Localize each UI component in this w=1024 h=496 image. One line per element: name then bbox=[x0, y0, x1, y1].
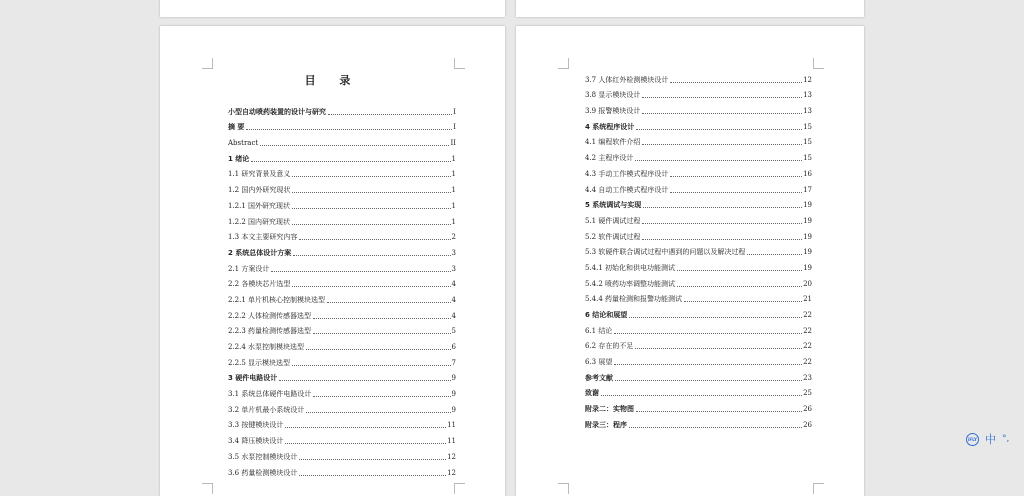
toc-entry[interactable] bbox=[228, 116, 456, 132]
toc-entry[interactable] bbox=[228, 241, 456, 257]
toc-entry-page-number: 15 bbox=[803, 122, 812, 131]
toc-entry-page-number: 15 bbox=[803, 154, 812, 163]
toc-entry-title: 摘 要 bbox=[228, 123, 245, 132]
toc-dot-leader bbox=[670, 176, 802, 177]
toc-entry-title: 2.2 各模块芯片选型 bbox=[228, 280, 291, 289]
toc-dot-leader bbox=[636, 129, 802, 130]
toc-entry[interactable] bbox=[585, 178, 812, 194]
toc-entry-title: 2.2.5 显示模块选型 bbox=[228, 358, 291, 367]
toc-entry[interactable] bbox=[228, 335, 456, 351]
toc-entry-page-number: 13 bbox=[803, 107, 812, 116]
toc-dot-leader bbox=[251, 161, 450, 162]
toc-entry-page-number: 12 bbox=[447, 452, 456, 461]
toc-entry-title: 1.2.1 国外研究现状 bbox=[228, 201, 291, 210]
toc-dot-leader bbox=[643, 207, 802, 208]
toc-entry[interactable] bbox=[228, 367, 456, 383]
toc-entry-title: 4.1 编程软件介绍 bbox=[585, 138, 641, 147]
toc-entry-title: 4.4 自动工作模式程序设计 bbox=[585, 185, 669, 194]
toc-entry-title: 5.1 硬件调试过程 bbox=[585, 216, 641, 225]
toc-entry-page-number: 22 bbox=[803, 342, 812, 351]
toc-entry[interactable] bbox=[228, 147, 456, 163]
toc-entry-page-number: I bbox=[453, 123, 456, 132]
toc-entry[interactable] bbox=[585, 162, 812, 178]
toc-title: 目 录 bbox=[304, 74, 361, 87]
toc-dot-leader bbox=[677, 286, 802, 287]
toc-entry[interactable] bbox=[585, 99, 812, 115]
toc-entry[interactable] bbox=[585, 288, 812, 304]
toc-dot-leader bbox=[292, 208, 450, 209]
toc-dot-leader bbox=[328, 114, 452, 115]
toc-entry[interactable] bbox=[585, 397, 812, 413]
toc-entry-title: 2 系统总体设计方案 bbox=[228, 248, 292, 257]
toc-dot-leader bbox=[614, 333, 802, 334]
toc-entry-page-number: 4 bbox=[451, 295, 456, 304]
toc-dot-leader bbox=[279, 380, 450, 381]
toc-entry[interactable] bbox=[585, 319, 812, 335]
ime-logo-icon[interactable]: iFLY bbox=[966, 433, 979, 446]
toc-entry-page-number: 15 bbox=[803, 138, 812, 147]
toc-entry-page-number: 26 bbox=[803, 420, 812, 429]
toc-entry-title: 3.7 人体红外检测模块设计 bbox=[585, 75, 669, 84]
crop-mark bbox=[558, 483, 569, 494]
toc-entry-title: 3.3 按键模块设计 bbox=[228, 421, 284, 430]
toc-entry-title: 6.1 结论 bbox=[585, 326, 613, 335]
toc-entry[interactable] bbox=[228, 163, 456, 179]
crop-mark bbox=[813, 483, 824, 494]
toc-dot-leader bbox=[642, 113, 802, 114]
toc-dot-leader bbox=[313, 396, 450, 397]
toc-dot-leader bbox=[313, 333, 450, 334]
toc-entry-page-number: 11 bbox=[447, 421, 456, 430]
toc-entry[interactable] bbox=[228, 398, 456, 414]
toc-entry[interactable] bbox=[585, 209, 812, 225]
toc-entry[interactable] bbox=[585, 194, 812, 210]
toc-entry-page-number: 26 bbox=[803, 405, 812, 414]
toc-entry-page-number: 9 bbox=[451, 390, 456, 399]
toc-entry[interactable] bbox=[585, 366, 812, 382]
toc-entry[interactable] bbox=[228, 304, 456, 320]
toc-entry-page-number: 12 bbox=[447, 468, 456, 477]
toc-entry[interactable] bbox=[585, 241, 812, 257]
toc-entry-title: 致谢 bbox=[585, 389, 599, 398]
toc-dot-leader bbox=[642, 239, 802, 240]
toc-entry-title: 5.3 软硬件联合调试过程中遇到的问题以及解决过程 bbox=[585, 248, 746, 257]
toc-entry-page-number: 13 bbox=[803, 91, 812, 100]
toc-entry-title: 4 系统程序设计 bbox=[585, 122, 635, 131]
toc-entry-title: 1.2 国内外研究现状 bbox=[228, 186, 291, 195]
ime-punctuation-toggle[interactable]: °, bbox=[1002, 434, 1010, 444]
toc-dot-leader bbox=[601, 395, 802, 396]
toc-entry-page-number: 1 bbox=[451, 186, 456, 195]
toc-entry-page-number: II bbox=[450, 139, 456, 148]
toc-entry-page-number: 22 bbox=[803, 358, 812, 367]
toc-entry[interactable] bbox=[585, 303, 812, 319]
toc-entry-title: 3.6 药量检测模块设计 bbox=[228, 468, 298, 477]
toc-entry-title: 附录二：实物图 bbox=[585, 405, 634, 414]
toc-entry[interactable] bbox=[228, 320, 456, 336]
toc-dot-leader bbox=[299, 459, 446, 460]
toc-dot-leader bbox=[615, 380, 802, 381]
toc-entry[interactable] bbox=[585, 131, 812, 147]
toc-dot-leader bbox=[260, 145, 449, 146]
toc-entry[interactable] bbox=[228, 257, 456, 273]
toc-dot-leader bbox=[636, 411, 802, 412]
toc-entry[interactable] bbox=[585, 335, 812, 351]
toc-entry-title: 5.4.1 初始化和供电功能测试 bbox=[585, 263, 676, 272]
toc-entry-page-number: 9 bbox=[451, 405, 456, 414]
toc-entry-title: 附录三：程序 bbox=[585, 420, 627, 429]
toc-entry-page-number: 19 bbox=[803, 232, 812, 241]
toc-entry[interactable] bbox=[585, 146, 812, 162]
toc-entry-page-number: I bbox=[453, 107, 456, 116]
toc-entry[interactable] bbox=[228, 273, 456, 289]
toc-entry-page-number: 4 bbox=[451, 311, 456, 320]
crop-mark bbox=[454, 58, 465, 69]
toc-dot-leader bbox=[747, 254, 802, 255]
toc-entry-title: 5 系统调试与实现 bbox=[585, 201, 642, 210]
toc-entry[interactable] bbox=[228, 351, 456, 367]
toc-entry-title: Abstract bbox=[228, 139, 259, 148]
toc-entry-page-number: 9 bbox=[451, 374, 456, 383]
toc-entry-title: 4.3 手动工作模式程序设计 bbox=[585, 169, 669, 178]
toc-dot-leader bbox=[246, 129, 452, 130]
toc-dot-leader bbox=[635, 160, 802, 161]
toc-dot-leader bbox=[306, 349, 450, 350]
toc-dot-leader bbox=[629, 317, 802, 318]
toc-dot-leader bbox=[292, 365, 450, 366]
previous-page-left bbox=[160, 0, 505, 17]
toc-entry[interactable] bbox=[585, 115, 812, 131]
toc-dot-leader bbox=[293, 255, 450, 256]
toc-entry[interactable] bbox=[228, 131, 456, 147]
toc-dot-leader bbox=[642, 223, 802, 224]
document-page-right bbox=[516, 26, 864, 496]
toc-entry-page-number: 6 bbox=[451, 343, 456, 351]
toc-entry-title: 2.2.1 单片机核心控制模块选型 bbox=[228, 295, 326, 304]
toc-dot-leader bbox=[292, 286, 450, 287]
toc-entry[interactable] bbox=[228, 210, 456, 226]
toc-list-right bbox=[585, 68, 812, 429]
toc-entry-page-number: 23 bbox=[803, 373, 812, 382]
toc-dot-leader bbox=[285, 427, 446, 428]
toc-dot-leader bbox=[670, 192, 802, 193]
crop-mark bbox=[202, 483, 213, 494]
toc-entry[interactable] bbox=[585, 350, 812, 366]
toc-entry[interactable] bbox=[228, 429, 456, 445]
toc-entry-title: 3.1 系统总体硬件电路设计 bbox=[228, 390, 312, 399]
toc-entry-title: 5.4.2 喷药功率调整功能测试 bbox=[585, 279, 676, 288]
toc-entry-page-number: 3 bbox=[451, 264, 456, 273]
toc-entry[interactable] bbox=[585, 84, 812, 100]
toc-dot-leader bbox=[271, 271, 450, 272]
toc-dot-leader bbox=[684, 301, 802, 302]
toc-entry-page-number: 7 bbox=[451, 358, 456, 367]
toc-entry-page-number: 20 bbox=[803, 279, 812, 288]
crop-mark bbox=[558, 58, 569, 69]
toc-entry-page-number: 19 bbox=[803, 263, 812, 272]
toc-entry[interactable] bbox=[228, 382, 456, 398]
toc-dot-leader bbox=[299, 239, 450, 240]
toc-entry[interactable] bbox=[228, 445, 456, 461]
toc-entry-title: 6.3 展望 bbox=[585, 358, 613, 367]
toc-entry-title: 4.2 主程序设计 bbox=[585, 154, 634, 163]
toc-entry-page-number: 21 bbox=[803, 295, 812, 304]
toc-entry[interactable] bbox=[228, 194, 456, 210]
toc-entry[interactable] bbox=[228, 178, 456, 194]
toc-entry[interactable] bbox=[585, 225, 812, 241]
toc-entry-title: 5.4.4 药量检测和报警功能测试 bbox=[585, 295, 683, 304]
toc-dot-leader bbox=[313, 318, 450, 319]
ime-toolbar[interactable] bbox=[966, 431, 1022, 447]
previous-page-right bbox=[516, 0, 864, 17]
toc-entry-title: 1.3 本文主要研究内容 bbox=[228, 233, 298, 242]
crop-mark bbox=[454, 483, 465, 494]
ime-language-toggle[interactable]: 中 bbox=[985, 433, 996, 446]
toc-entry-page-number: 19 bbox=[803, 201, 812, 210]
toc-entry-title: 6 结论和展望 bbox=[585, 311, 628, 319]
toc-entry-title: 参考文献 bbox=[585, 373, 613, 382]
toc-dot-leader bbox=[292, 192, 450, 193]
toc-entry-title: 3.9 报警模块设计 bbox=[585, 107, 641, 116]
toc-entry[interactable] bbox=[228, 461, 456, 477]
toc-entry-title: 6.2 存在的不足 bbox=[585, 342, 634, 351]
toc-entry[interactable] bbox=[585, 272, 812, 288]
toc-entry-page-number: 5 bbox=[451, 327, 456, 336]
toc-dot-leader bbox=[677, 270, 802, 271]
toc-entry[interactable] bbox=[585, 382, 812, 398]
toc-entry-title: 3.4 降压模块设计 bbox=[228, 437, 284, 446]
toc-entry-title: 3.5 水泵控制模块设计 bbox=[228, 452, 298, 461]
toc-list-left bbox=[228, 100, 456, 477]
toc-dot-leader bbox=[327, 302, 450, 303]
toc-entry-page-number: 22 bbox=[803, 326, 812, 335]
toc-entry-title: 1 绪论 bbox=[228, 154, 250, 163]
toc-entry-page-number: 2 bbox=[451, 233, 456, 242]
toc-entry-page-number: 11 bbox=[447, 437, 456, 446]
toc-dot-leader bbox=[629, 427, 802, 428]
document-page-left bbox=[160, 26, 505, 496]
toc-dot-leader bbox=[306, 412, 450, 413]
toc-dot-leader bbox=[292, 176, 450, 177]
toc-entry-title: 5.2 软件调试过程 bbox=[585, 232, 641, 241]
toc-dot-leader bbox=[299, 475, 446, 476]
toc-entry[interactable] bbox=[585, 68, 812, 84]
toc-entry-page-number: 1 bbox=[451, 170, 456, 179]
toc-entry-title: 小型自动喷药装置的设计与研究 bbox=[228, 107, 326, 116]
crop-mark bbox=[813, 58, 824, 69]
toc-dot-leader bbox=[614, 364, 802, 365]
toc-entry[interactable] bbox=[228, 288, 456, 304]
toc-dot-leader bbox=[642, 97, 802, 98]
toc-entry[interactable] bbox=[228, 414, 456, 430]
toc-entry[interactable] bbox=[228, 226, 456, 242]
toc-dot-leader bbox=[292, 224, 450, 225]
toc-entry-page-number: 3 bbox=[451, 248, 456, 257]
toc-entry-page-number: 1 bbox=[451, 154, 456, 163]
toc-entry-page-number: 17 bbox=[803, 185, 812, 194]
toc-dot-leader bbox=[285, 443, 446, 444]
toc-entry[interactable] bbox=[228, 100, 456, 116]
toc-entry-title: 2.1 方案设计 bbox=[228, 264, 270, 273]
toc-entry-title: 1.2.2 国内研究现状 bbox=[228, 217, 291, 226]
toc-entry-page-number: 19 bbox=[803, 216, 812, 225]
toc-entry-title: 2.2.3 药量检测传感器选型 bbox=[228, 327, 312, 336]
toc-entry[interactable] bbox=[585, 256, 812, 272]
crop-mark bbox=[202, 58, 213, 69]
toc-entry-title: 2.2.4 水泵控制模块选型 bbox=[228, 343, 305, 351]
toc-dot-leader bbox=[670, 82, 802, 83]
toc-entry-page-number: 4 bbox=[451, 280, 456, 289]
toc-dot-leader bbox=[642, 144, 802, 145]
toc-dot-leader bbox=[635, 348, 802, 349]
toc-entry-page-number: 19 bbox=[803, 248, 812, 257]
toc-entry-title: 2.2.2 人体检测传感器选型 bbox=[228, 311, 312, 320]
toc-entry-page-number: 12 bbox=[803, 75, 812, 84]
toc-entry-page-number: 1 bbox=[451, 201, 456, 210]
toc-entry-page-number: 22 bbox=[803, 311, 812, 319]
toc-entry[interactable] bbox=[585, 413, 812, 429]
toc-entry-title: 3.2 单片机最小系统设计 bbox=[228, 405, 305, 414]
toc-entry-title: 1.1 研究背景及意义 bbox=[228, 170, 291, 179]
toc-entry-title: 3 硬件电路设计 bbox=[228, 374, 278, 383]
toc-entry-page-number: 25 bbox=[803, 389, 812, 398]
toc-entry-title: 3.8 显示模块设计 bbox=[585, 91, 641, 100]
toc-entry-page-number: 1 bbox=[451, 217, 456, 226]
toc-entry-page-number: 16 bbox=[803, 169, 812, 178]
